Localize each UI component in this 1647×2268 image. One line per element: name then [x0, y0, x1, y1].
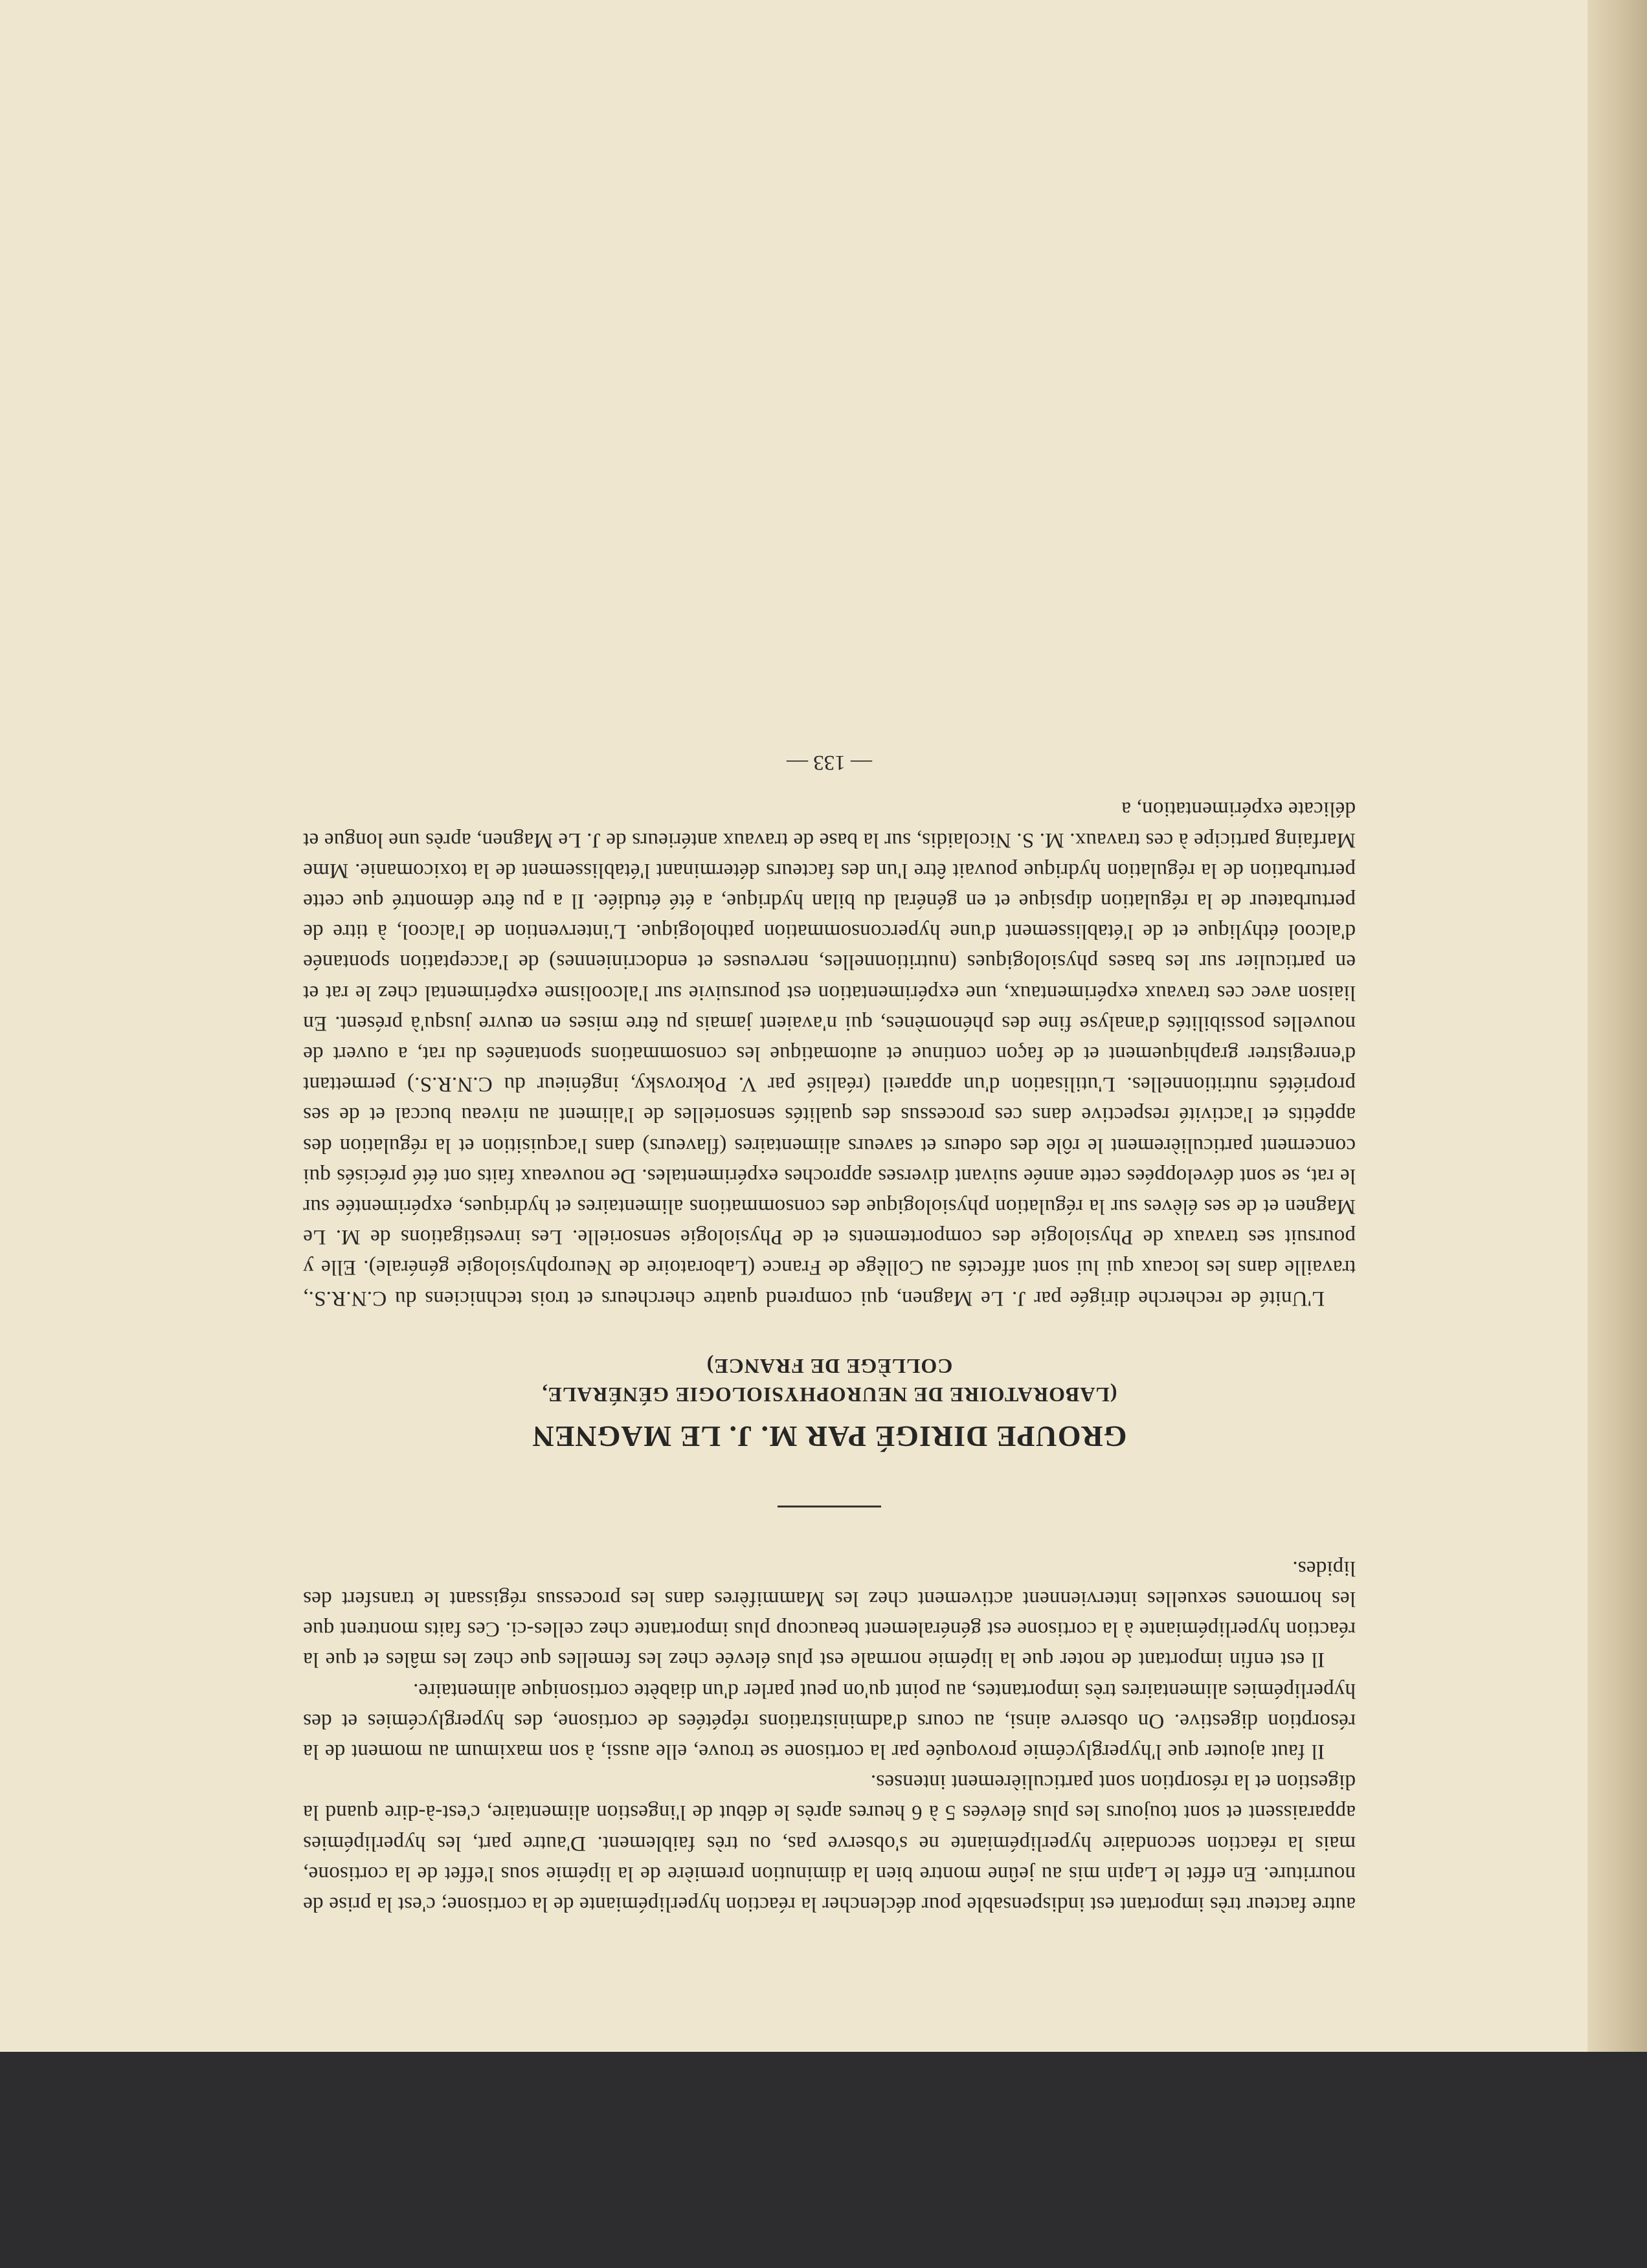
page-number: — 133 —: [787, 751, 872, 775]
section-subheading-line1: (LABORATOIRE DE NEUROPHYSIOLOGIE GÉNÉRALE,: [541, 1383, 1117, 1406]
paragraph: Il faut ajouter que l'hyperglycémie provoquée par la cortisone se trouve, elle aussi, à son maximum au moment de la résorption digestive. On observe ainsi, au cours d'administrations répétées de cortisone, des hyperglycémies et des hyperlipémies alimentaires très importantes, au point qu'on peut parler d'un diabète cortisonique alimentaire.: [303, 1678, 1356, 1763]
section-top-text: [303, 1553, 1356, 1919]
paper-edge: [1587, 0, 1647, 2052]
paragraph: Il est enfin important de noter que la lipémie normale est plus élevée chez les femelles que chez les mâles et que la réaction hyperlipémiante à la cortisone est généralement beaucoup plus importante chez celles-ci. Ces faits montrent que les hormones sexuelles interviennent activement chez les Mammifères dans les processus régissant le transfert des lipides.: [303, 1556, 1356, 1672]
body-paragraph: L'Unité de recherche dirigée par J. Le Magnen, qui comprend quatre chercheurs et trois techniciens du C.N.R.S., travaille dans les locaux qui lui sont affectés au Collège de France (Laboratoire de Neurophysiologie générale). Elle y poursuit ses travaux de Physiologie des comportements et de Physiologie sensorielle. Les investigations de M. Le Magnen et de ses élèves sur la régulation physiologique des consommations alimentaires et hydriques, expérimentée sur le rat, se sont développées cette année suivant diverses approches expérimentales. De nouveaux faits ont été précisés qui concernent particulièrement le rôle des odeurs et saveurs alimentaires (flaveurs) dans l'acquisition et la régulation des appétits et l'activité respective dans ces processus des qualités sensorielles de l'aliment au niveau buccal et de ses propriétés nutritionnelles. L'utilisation d'un appareil (réalisé par V. Pokrovsky, ingénieur du C.N.R.S.) permettant d'enregistrer graphiquement et de façon continue et automatique les consommations spontanées du rat, a ouvert de nouvelles possibilités d'analyse fine des phénomènes, qui n'avaient jamais pu être mises en œuvre jusqu'à présent. En liaison avec ces travaux expérimentaux, une expérimentation est poursuivie sur l'alcoolisme expérimental chez le rat et en particulier sur les bases physiologiques (nutritionnelles, nerveuses et endocriniennes) de l'acceptation spontanée d'alcool éthylique et de l'établissement d'une hyperconsommation pathologique. L'intervention de l'alcool, à titre de perturbateur de la régulation dipsique et en général du bilan hydrique, a été étudiée. Il a pu être démontré que cette perturbation de la régulation hydrique pouvait être l'un des facteurs déterminant l'établissement de la toxicomanie. Mme Marfaing participe à ces travaux. M. S. Nicolaidis, sur la base de travaux antérieurs de J. Le Magnen, après une longue et délicate expérimentation, a: [303, 797, 1356, 1310]
section-divider: [778, 1506, 881, 1507]
paragraph: autre facteur très important est indispensable pour déclencher la réaction hyperlipémiante de la cortisone; c'est la prise de nourriture. En effet le Lapin mis au jeûne montre bien la diminution première de la lipémie sous l'effet de la cortisone, mais la réaction secondaire hyperlipémiante ne s'observe pas, ou très faiblement. D'autre part, les hyperlipémies apparaissent et sont toujours les plus élevées 5 à 6 heures après le début de l'ingestion alimentaire, c'est-à-dire quand la digestion et la résorption sont particulièrement intenses.: [303, 1770, 1356, 1916]
section-subheading-line2: COLLÈGE DE FRANCE): [706, 1354, 953, 1378]
section-heading: GROUPE DIRIGÉ PAR M. J. LE MAGNEN: [532, 1419, 1127, 1453]
rotated-page-content: [303, 223, 1356, 1919]
